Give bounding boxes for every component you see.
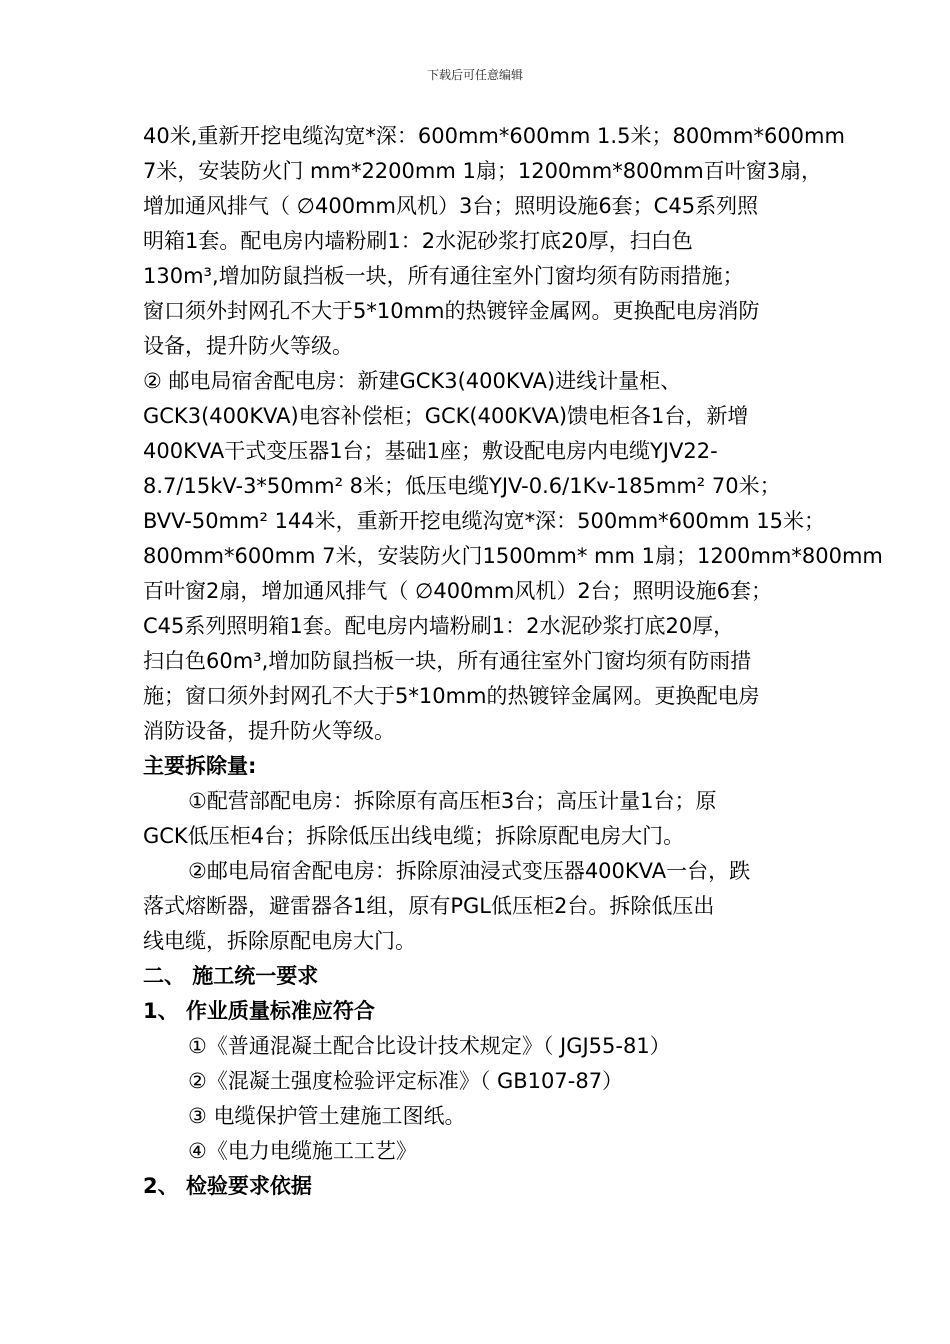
text-line: 窗口须外封网孔不大于5*10mm的热镀锌金属网。更换配电房消防: [143, 299, 760, 323]
section-heading: 二、 施工统一要求: [143, 964, 319, 988]
text-line: 增加通风排气（ ∅400mm风机）3台；照明设施6套；C45系列照: [143, 194, 759, 218]
text-line: 明箱1套。配电房内墙粉刷1：2水泥砂浆打底20厚，扫白色: [143, 229, 693, 253]
text-line: C45系列照明箱1套。配电房内墙粉刷1：2水泥砂浆打底20厚，: [143, 614, 735, 638]
text-line: 扫白色60m³,增加防鼠挡板一块，所有通往室外门窗均须有防雨措: [143, 649, 752, 673]
page-header: 下载后可任意编辑: [426, 68, 523, 82]
text-line: ②邮电局宿舍配电房：拆除原油浸式变压器400KVA一台，跌: [188, 859, 751, 883]
text-line: 7米，安装防火门 mm*2200mm 1扇；1200mm*800mm百叶窗3扇，: [143, 159, 823, 183]
text-line: 8.7/15kV-3*50mm² 8米；低压电缆YJV-0.6/1Kv-185mm² 70米；: [143, 474, 781, 498]
text-line: 设备，提升防火等级。: [143, 334, 353, 358]
text-line: 落式熔断器，避雷器各1组，原有PGL低压柜2台。拆除低压出: [143, 894, 715, 918]
text-line: 800mm*600mm 7米，安装防火门1500mm* mm 1扇；1200mm*800mm: [143, 544, 883, 568]
text-line: 40米,重新开挖电缆沟宽*深：600mm*600mm 1.5米；800mm*600mm: [143, 124, 845, 148]
text-line: 施；窗口须外封网孔不大于5*10mm的热镀锌金属网。更换配电房: [143, 684, 760, 708]
text-line: ①配营部配电房：拆除原有高压柜3台；高压计量1台；原: [188, 789, 717, 813]
text-line: BVV-50mm² 144米，重新开挖电缆沟宽*深：500mm*600mm 15米；: [143, 509, 826, 533]
text-line: ② 邮电局宿舍配电房：新建GCK3(400KVA)进线计量柜、: [143, 369, 682, 393]
list-item: ①《普通混凝土配合比设计技术规定》（ JGJ55-81）: [188, 1034, 671, 1058]
text-line: GCK3(400KVA)电容补偿柜；GCK(400KVA)馈电柜各1台，新增: [143, 404, 749, 428]
text-line: 百叶窗2扇，增加通风排气（ ∅400mm风机）2台；照明设施6套；: [143, 579, 773, 603]
list-item: ④《电力电缆施工工艺》: [188, 1139, 417, 1163]
list-item: ③ 电缆保护管土建施工图纸。: [188, 1104, 466, 1128]
text-line: 400KVA干式变压器1台；基础1座；敷设配电房内电缆YJV22-: [143, 439, 718, 463]
list-item: ②《混凝土强度检验评定标准》（ GB107-87）: [188, 1069, 624, 1093]
section-heading: 2、 检验要求依据: [143, 1174, 312, 1198]
text-line: 消防设备，提升防火等级。: [143, 719, 395, 743]
section-heading: 1、 作业质量标准应符合: [143, 999, 375, 1023]
section-heading: 主要拆除量:: [143, 754, 257, 778]
text-line: 线电缆，拆除原配电房大门。: [143, 929, 416, 953]
text-line: 130m³,增加防鼠挡板一块，所有通往室外门窗均须有防雨措施；: [143, 264, 744, 288]
text-line: GCK低压柜4台；拆除低压出线电缆；拆除原配电房大门。: [143, 824, 685, 848]
